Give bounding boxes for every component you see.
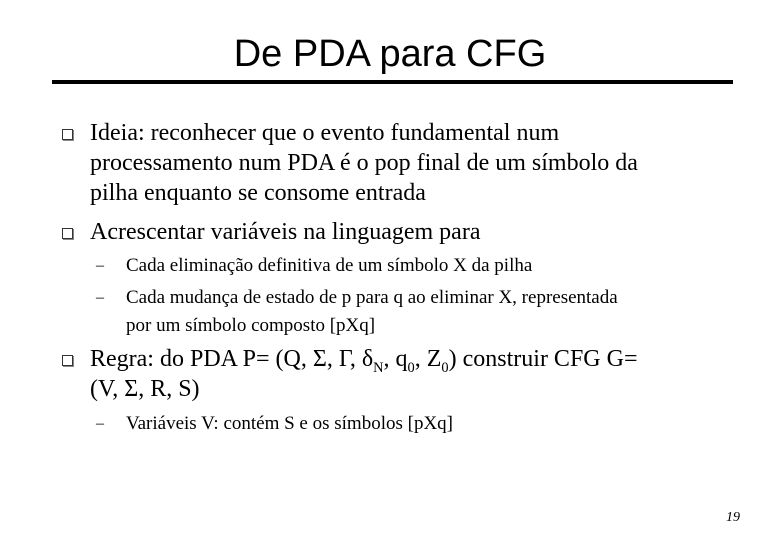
bullet-regra: [90, 344, 637, 404]
sub-bullet-variaveis-text: Variáveis V: contém S e os símbolos [pXq]: [126, 413, 454, 434]
bullet-ideia-line-3: pilha enquanto se consome entrada: [90, 180, 426, 206]
square-bullet-icon: [62, 228, 73, 239]
square-bullet-icon: [62, 355, 73, 366]
sub-bullet-mudanca-line-1: Cada mudança de estado de p para q ao eliminar X, representada: [126, 287, 618, 308]
dash-bullet-icon: –: [96, 257, 104, 274]
sub-bullet-eliminacao: [96, 252, 533, 280]
bullet-regra-line-1: Regra: do PDA P= (Q, Σ, Γ, $\delta_N$, $q_0$, $Z_0$) construir CFG G=: [90, 346, 638, 376]
bullet-ideia: [90, 118, 638, 208]
dash-bullet-icon: –: [96, 415, 104, 432]
title-divider: [52, 80, 733, 84]
bullet-acrescentar: [90, 217, 480, 247]
sub-bullet-eliminacao-text: Cada eliminação definitiva de um símbolo X da pilha: [126, 255, 533, 276]
bullet-acrescentar-text: Acrescentar variáveis na linguagem para: [90, 219, 481, 245]
bullet-ideia-line-1: Ideia: reconhecer que o evento fundamental num: [90, 120, 560, 146]
page-number: 19: [726, 510, 740, 525]
dash-bullet-icon: –: [96, 289, 104, 306]
sub-bullet-mudanca-line-2: por um símbolo composto [pXq]: [126, 315, 376, 336]
slide-title: De PDA para CFG: [233, 33, 547, 75]
bullet-ideia-line-2: processamento num PDA é o pop final de um símbolo da: [90, 150, 638, 176]
bullet-regra-line-2: (V, Σ, R, S): [90, 376, 200, 402]
sub-bullet-variaveis: [96, 410, 454, 438]
sub-bullet-mudanca: [96, 284, 618, 340]
square-bullet-icon: [62, 129, 73, 140]
